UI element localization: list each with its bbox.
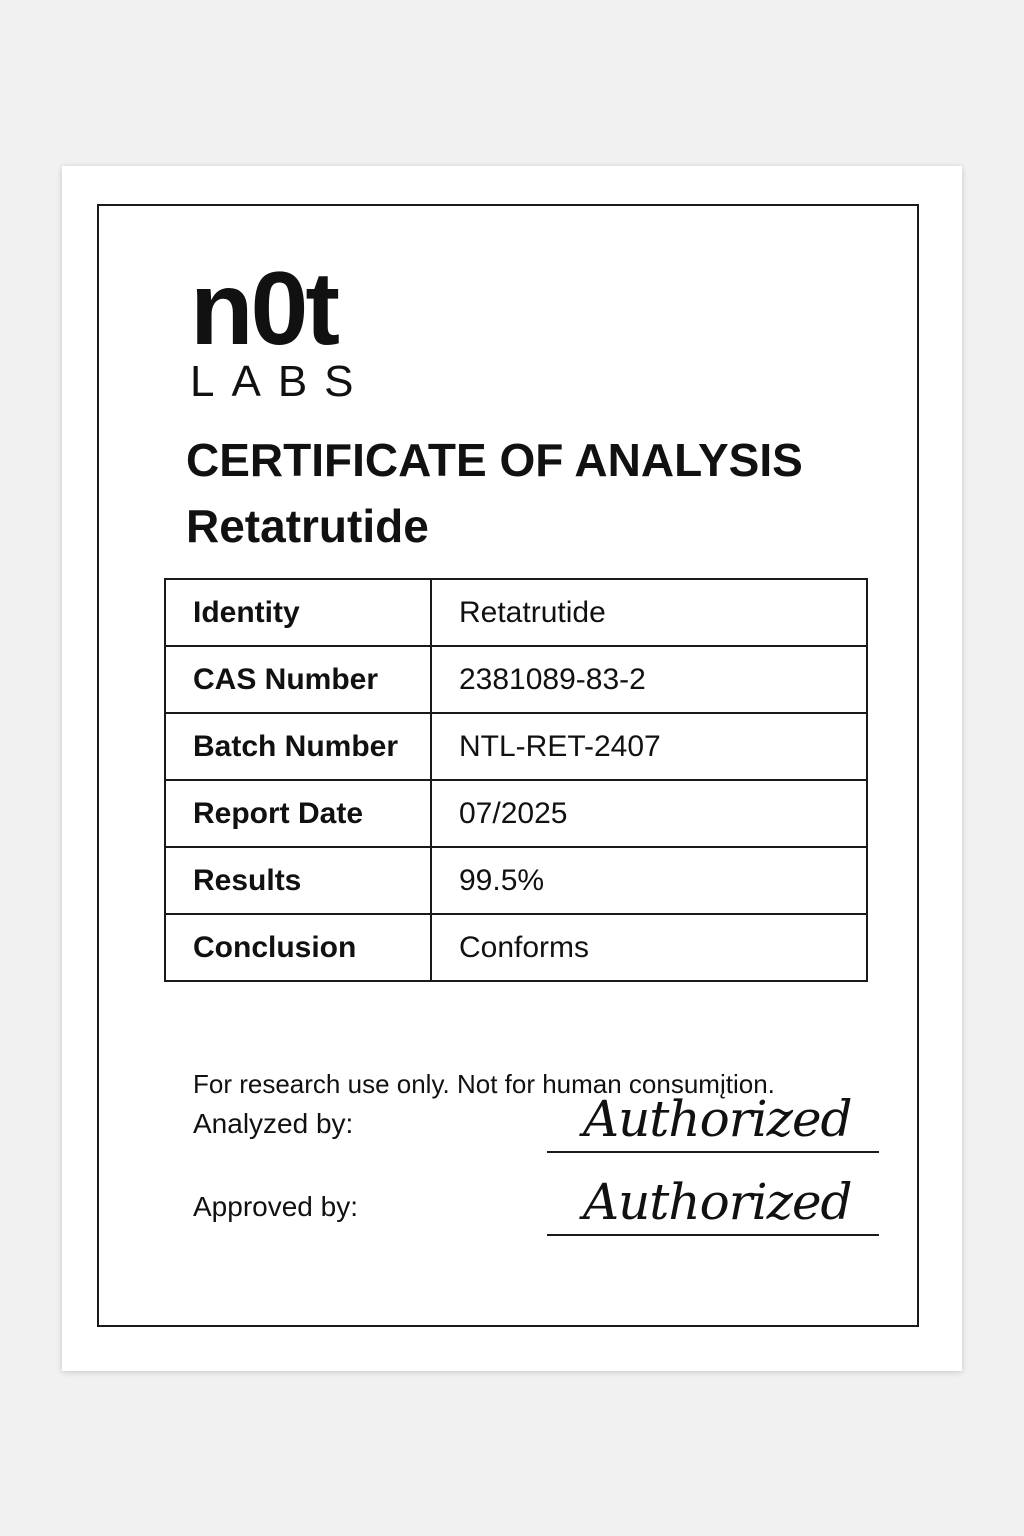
analysis-table: [164, 578, 868, 982]
row-value: NTL-RET-2407: [431, 713, 867, 780]
brand-name: n0t: [190, 251, 337, 367]
approved-by-signature-line: [547, 1234, 879, 1236]
certificate-frame: [97, 204, 919, 1327]
table-row: [165, 780, 867, 847]
row-value: Retatrutide: [431, 579, 867, 646]
row-value: Conforms: [431, 914, 867, 981]
brand-sub: LABS: [190, 357, 371, 406]
row-value: 99.5%: [431, 847, 867, 914]
table-row: [165, 847, 867, 914]
row-label: Batch Number: [165, 713, 431, 780]
approved-by-row: [193, 1173, 893, 1249]
row-label: Report Date: [165, 780, 431, 847]
analyzed-by-signature-line: [547, 1151, 879, 1153]
certificate-paper: [62, 166, 962, 1371]
table-row: [165, 579, 867, 646]
analyzed-by-signature: Authorized: [583, 1090, 852, 1148]
brand-logo: [190, 251, 371, 406]
table-row: [165, 713, 867, 780]
disclaimer-text: For research use only. Not for human consumįtion.: [193, 1069, 775, 1099]
analyzed-by-label: Analyzed by:: [193, 1108, 354, 1139]
product-name: Retatrutide: [186, 500, 429, 552]
table-row: [165, 646, 867, 713]
row-value: 07/2025: [431, 780, 867, 847]
row-label: Results: [165, 847, 431, 914]
table-row: [165, 914, 867, 981]
approved-by-label: Approved by:: [193, 1191, 358, 1222]
row-label: Identity: [165, 579, 431, 646]
row-label: CAS Number: [165, 646, 431, 713]
page-title: CERTIFICATE OF ANALYSIS: [186, 434, 803, 486]
approved-by-signature: Authorized: [583, 1173, 852, 1231]
analyzed-by-row: [193, 1090, 893, 1166]
row-label: Conclusion: [165, 914, 431, 981]
row-value: 2381089-83-2: [431, 646, 867, 713]
